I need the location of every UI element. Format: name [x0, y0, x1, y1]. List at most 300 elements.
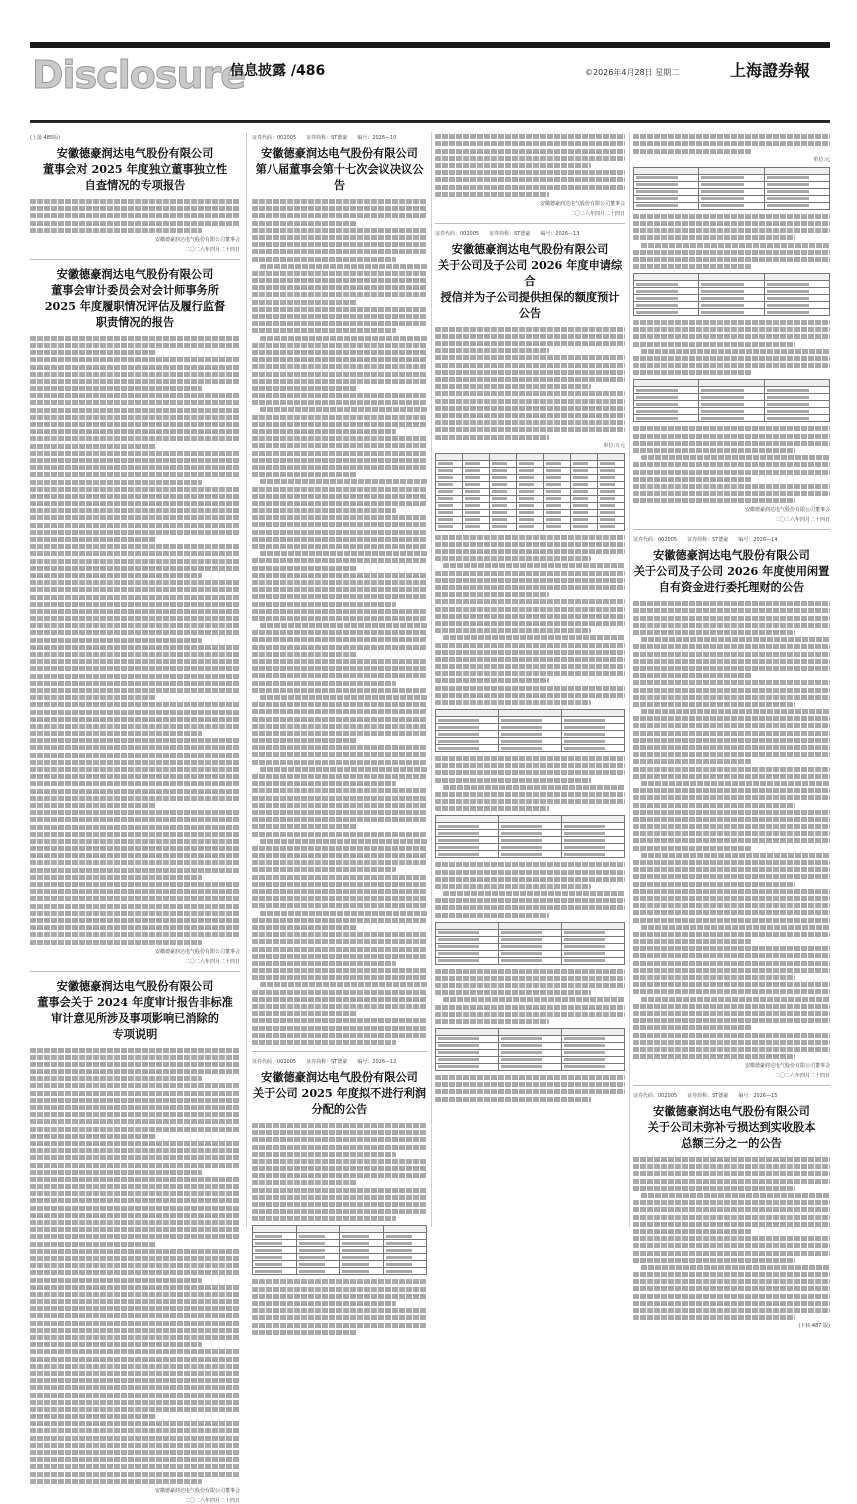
text-line [252, 810, 427, 815]
table-cell [499, 1049, 562, 1056]
table-cell [436, 516, 463, 523]
table-cell [517, 481, 544, 488]
text-line [633, 918, 830, 923]
text-line [633, 1243, 830, 1248]
table-cell [490, 474, 517, 481]
table-cell [517, 509, 544, 516]
text-line [252, 645, 427, 650]
text-line [633, 680, 830, 685]
table-cell [499, 922, 562, 929]
text-line [252, 1279, 427, 1284]
text-line [633, 1286, 830, 1291]
table-cell [499, 717, 562, 724]
text-line [252, 1018, 427, 1023]
table-cell [562, 1049, 625, 1056]
text-line [252, 328, 396, 333]
table-cell [699, 380, 764, 387]
text-line [252, 580, 427, 585]
table-cell [517, 495, 544, 502]
text-line [435, 427, 625, 432]
table-cell [571, 488, 598, 495]
table-cell [562, 943, 625, 950]
text-line [252, 616, 427, 621]
text-line [252, 465, 427, 470]
text-line [633, 1236, 830, 1241]
text-line [30, 1328, 240, 1333]
text-line [260, 767, 427, 772]
text-line [435, 976, 625, 981]
text-line [30, 515, 240, 520]
text-line [252, 659, 427, 664]
table-cell [383, 1247, 427, 1254]
table-cell [699, 174, 764, 181]
text-line [252, 379, 427, 384]
text-line [252, 824, 357, 829]
text-line [260, 839, 427, 844]
guarantee-table [435, 453, 625, 531]
table-cell [253, 1233, 297, 1240]
table-cell [499, 731, 562, 738]
text-line [30, 537, 156, 542]
text-line [633, 860, 830, 865]
text-line [30, 1443, 240, 1448]
text-line [252, 1330, 357, 1335]
table-cell [634, 202, 699, 209]
column-divider [246, 132, 247, 1227]
text-line [633, 1258, 795, 1263]
text-line [252, 832, 427, 837]
text-line [30, 666, 240, 671]
table-cell [571, 509, 598, 516]
table-cell [517, 460, 544, 467]
text-line [30, 1393, 240, 1398]
text-line [30, 508, 240, 513]
text-line [633, 363, 830, 368]
table-cell [598, 453, 625, 460]
table-cell [499, 823, 562, 830]
text-line [30, 1069, 240, 1074]
text-line [633, 803, 795, 808]
table-cell [544, 488, 571, 495]
text-line [30, 745, 240, 750]
table-cell [296, 1226, 340, 1233]
table-cell [436, 837, 499, 844]
table-cell [562, 717, 625, 724]
table-cell [634, 309, 699, 316]
table-cell [764, 167, 829, 174]
text-line [30, 1249, 240, 1254]
text-line [633, 221, 830, 226]
table-cell [764, 174, 829, 181]
table-cell [296, 1254, 340, 1261]
table-cell [340, 1268, 384, 1275]
table-cell [764, 274, 829, 281]
text-line [435, 391, 625, 396]
table-cell [499, 1056, 562, 1063]
text-line [633, 1308, 830, 1313]
column-3 [435, 132, 625, 1227]
table-cell [634, 394, 699, 401]
text-line [633, 477, 751, 482]
table-cell [436, 710, 499, 717]
text-line [443, 997, 625, 1002]
table-cell [490, 516, 517, 523]
table-cell [490, 481, 517, 488]
table-cell [764, 202, 829, 209]
text-line [252, 1145, 427, 1150]
text-line [435, 686, 625, 691]
text-line [252, 1294, 427, 1299]
text-line [252, 1202, 427, 1207]
text-line [435, 898, 625, 903]
text-line [30, 1278, 202, 1283]
text-line [252, 292, 427, 297]
table-cell [463, 467, 490, 474]
text-line [435, 384, 591, 389]
signature: 安徽德豪润达电气股份有限公司董事会 [154, 948, 240, 955]
text-line [30, 789, 240, 794]
text-line [633, 1004, 830, 1009]
table-cell [499, 738, 562, 745]
table-cell [562, 738, 625, 745]
text-line [30, 710, 240, 715]
text-line [633, 1200, 830, 1205]
text-line [633, 752, 830, 757]
text-line [252, 1315, 427, 1320]
text-line [435, 778, 591, 783]
table-cell [699, 195, 764, 202]
text-line [633, 1294, 830, 1299]
profit-table [252, 1225, 427, 1275]
text-line [435, 134, 625, 139]
text-line [633, 824, 830, 829]
text-line [30, 1062, 240, 1067]
table-cell [490, 453, 517, 460]
table-cell [562, 1056, 625, 1063]
text-line [435, 585, 625, 590]
text-line [30, 379, 240, 384]
text-line [30, 494, 240, 499]
table-cell [499, 1028, 562, 1035]
text-line [30, 940, 202, 945]
text-line [30, 868, 240, 873]
text-line [435, 799, 625, 804]
section-divider [435, 223, 625, 224]
text-line [252, 494, 427, 499]
text-line [30, 1076, 202, 1081]
text-line [633, 320, 830, 325]
table-cell [598, 495, 625, 502]
text-line [435, 650, 625, 655]
text-line [641, 1193, 830, 1198]
text-line [260, 695, 427, 700]
table-cell [436, 745, 499, 752]
table-cell [634, 181, 699, 188]
text-line [30, 1083, 240, 1088]
text-line [641, 853, 830, 858]
table-cell [571, 474, 598, 481]
text-line [30, 393, 240, 398]
text-line [252, 738, 357, 743]
table-cell [296, 1268, 340, 1275]
text-line [252, 1195, 427, 1200]
text-line [435, 671, 625, 676]
text-line [30, 436, 240, 441]
text-line [30, 1457, 240, 1462]
text-line [633, 327, 830, 332]
table-cell [562, 731, 625, 738]
signature: 安徽德豪润达电气股份有限公司董事会 [154, 1487, 240, 1494]
text-line [252, 997, 427, 1002]
table-cell [436, 509, 463, 516]
text-line [30, 1119, 240, 1124]
table-cell [517, 488, 544, 495]
table-cell [764, 387, 829, 394]
text-line [30, 1256, 240, 1261]
text-line [30, 1342, 202, 1347]
text-line [435, 983, 625, 988]
text-line [252, 1033, 427, 1038]
text-line [30, 1127, 240, 1132]
financial-table [633, 167, 830, 210]
text-line [435, 792, 625, 797]
text-line [252, 1011, 357, 1016]
table-cell [340, 1226, 384, 1233]
table-cell [383, 1233, 427, 1240]
text-line [30, 1400, 240, 1405]
table-cell [699, 281, 764, 288]
table-cell [499, 837, 562, 844]
text-line [633, 601, 830, 606]
text-line [252, 1301, 396, 1306]
table-cell [436, 1056, 499, 1063]
table-cell [436, 957, 499, 964]
table-cell [253, 1261, 297, 1268]
table-cell [436, 1063, 499, 1070]
text-line [252, 954, 427, 959]
table-cell [490, 467, 517, 474]
text-line [252, 961, 396, 966]
text-line [633, 838, 830, 843]
signature: 安徽德豪润达电气股份有限公司董事会 [539, 200, 625, 207]
table-cell [634, 387, 699, 394]
table-cell [436, 523, 463, 530]
text-line [633, 946, 830, 951]
table-cell [699, 302, 764, 309]
text-line [252, 415, 427, 420]
text-line [30, 1313, 240, 1318]
text-line [260, 407, 427, 412]
table-cell [634, 415, 699, 422]
text-line [435, 370, 625, 375]
text-line [30, 1371, 240, 1376]
text-line [252, 760, 427, 765]
text-line [641, 349, 830, 354]
text-line [633, 228, 830, 233]
text-line [30, 1155, 240, 1160]
text-line [30, 559, 240, 564]
text-line [30, 386, 202, 391]
text-line [633, 874, 830, 879]
table-cell [562, 844, 625, 851]
text-line [435, 643, 625, 648]
text-line [633, 767, 830, 772]
table-cell [562, 816, 625, 823]
text-line [633, 745, 830, 750]
announcement-title: 安徽德豪润达电气股份有限公司 关于公司及子公司 2026 年度使用闲置 自有资金进行委托理财的公告 [633, 548, 830, 595]
table-cell [436, 936, 499, 943]
text-line [633, 731, 830, 736]
text-line [435, 592, 549, 597]
text-line [633, 1054, 795, 1059]
table-cell [562, 745, 625, 752]
announcement-meta: 证券代码：002005 证券简称：ST德豪 编号：2026—15 [633, 1093, 778, 1100]
text-line [435, 678, 549, 683]
text-line [633, 1171, 830, 1176]
text-line [641, 997, 830, 1002]
text-line [30, 595, 240, 600]
text-line [252, 544, 427, 549]
text-line [30, 681, 240, 686]
text-line [252, 1180, 357, 1185]
text-line [435, 870, 625, 875]
table-cell [598, 523, 625, 530]
text-line [30, 875, 202, 880]
newspaper-logo: 上海證券報 [730, 61, 811, 80]
text-line [633, 846, 751, 851]
financial-table [435, 922, 625, 965]
table-cell [436, 830, 499, 837]
text-line [435, 1019, 549, 1024]
text-line [633, 441, 830, 446]
table-cell [436, 950, 499, 957]
table-cell [562, 929, 625, 936]
text-line [252, 925, 357, 930]
table-cell [634, 295, 699, 302]
disclosure-wordmark: Disclosure [32, 53, 246, 97]
text-line [633, 1279, 830, 1284]
text-line [435, 177, 625, 182]
table-cell [490, 460, 517, 467]
financial-table [633, 273, 830, 316]
text-line [252, 652, 357, 657]
text-line [252, 235, 427, 240]
table-cell [499, 1063, 562, 1070]
table-cell [383, 1268, 427, 1275]
table-cell [383, 1240, 427, 1247]
table-cell [436, 1042, 499, 1049]
text-line [30, 422, 240, 427]
text-line [30, 846, 240, 851]
text-line [435, 607, 625, 612]
text-line [435, 1005, 625, 1010]
text-line [30, 1213, 240, 1218]
text-line [633, 470, 830, 475]
text-line [633, 1047, 830, 1052]
table-cell [463, 481, 490, 488]
text-line [435, 1075, 625, 1080]
text-line [633, 608, 830, 613]
text-line [633, 149, 751, 154]
signature-date: 二〇二六年四月二十四日 [774, 517, 830, 524]
text-line [252, 896, 427, 901]
text-line [252, 285, 427, 290]
table-cell [699, 387, 764, 394]
text-line [30, 228, 202, 233]
text-line [633, 961, 830, 966]
text-line [30, 1148, 240, 1153]
table-cell [517, 474, 544, 481]
table-cell [544, 509, 571, 516]
text-line [252, 451, 427, 456]
announcement-title: 安徽德豪润达电气股份有限公司 关于公司未弥补亏损达到实收股本 总额三分之一的公告 [647, 1104, 816, 1151]
text-line [30, 1134, 156, 1139]
table-cell [634, 174, 699, 181]
table-cell [764, 394, 829, 401]
text-line [252, 1209, 427, 1214]
text-line [435, 657, 625, 662]
text-line [633, 462, 830, 467]
table-cell [499, 1042, 562, 1049]
text-line [252, 364, 427, 369]
text-line [30, 616, 240, 621]
text-line [30, 1112, 240, 1117]
text-line [30, 1177, 240, 1182]
text-line [30, 896, 240, 901]
text-line [435, 578, 625, 583]
text-line [633, 1179, 830, 1184]
text-line [30, 810, 240, 815]
text-line [435, 877, 625, 882]
text-line [252, 602, 396, 607]
table-cell [436, 851, 499, 858]
table-cell [699, 202, 764, 209]
table-cell [463, 516, 490, 523]
text-line [30, 1184, 240, 1189]
text-line [30, 774, 240, 779]
table-cell [544, 523, 571, 530]
text-line [30, 1464, 240, 1469]
text-line [252, 558, 427, 563]
table-cell [544, 460, 571, 467]
text-line [435, 884, 591, 889]
text-line [30, 1091, 240, 1096]
text-line [30, 760, 240, 765]
section-divider [633, 1085, 830, 1086]
signature: 安徽德豪润达电气股份有限公司董事会 [154, 236, 240, 243]
text-line [252, 630, 427, 635]
table-cell [699, 288, 764, 295]
text-line [30, 638, 202, 643]
table-cell [598, 474, 625, 481]
text-line [435, 549, 625, 554]
text-line [633, 1229, 751, 1234]
text-line [30, 1163, 240, 1168]
text-line [252, 566, 357, 571]
text-line [30, 1105, 240, 1110]
text-line [252, 889, 427, 894]
text-line [633, 1164, 830, 1169]
table-cell [463, 509, 490, 516]
text-line [30, 1198, 240, 1203]
table-cell [699, 401, 764, 408]
table-cell [499, 943, 562, 950]
text-line [30, 415, 240, 420]
signature-date: 二〇二六年四月二十四日 [569, 210, 625, 217]
text-line [30, 803, 156, 808]
text-line [633, 652, 830, 657]
text-line [252, 1188, 427, 1193]
